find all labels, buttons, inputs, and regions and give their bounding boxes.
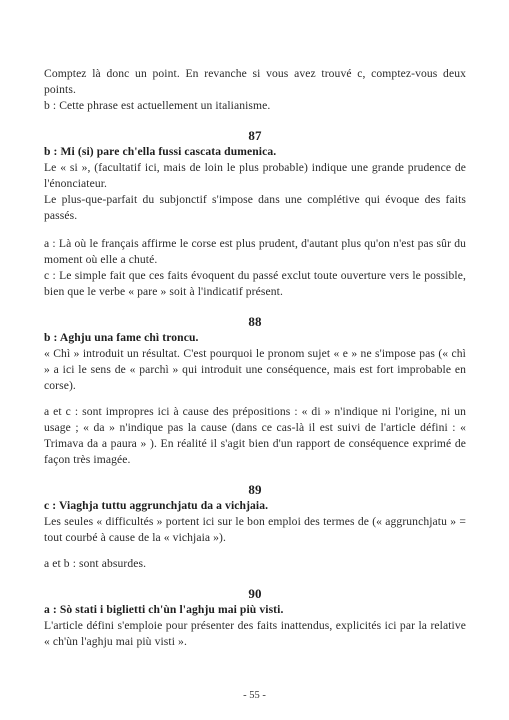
explanation-paragraph: L'article défini s'emploie pour présenter des faits inattendus, explicités ici par la relative « ch'ùn l'aghju mai più visti ».: [44, 619, 466, 648]
question-number: 90: [248, 586, 262, 601]
spacer: [44, 394, 466, 404]
intro-paragraph: b : Cette phrase est actuellement un italianisme.: [44, 99, 271, 112]
question-number: 89: [248, 482, 262, 497]
correct-answer: a : Sò stati i biglietti ch'ùn l'aghju mai più visti.: [44, 603, 284, 616]
intro-paragraph: Comptez là donc un point. En revanche si vous avez trouvé c, comptez-vous deux points.: [44, 67, 466, 96]
explanation-paragraph: a et c : sont impropres ici à cause des prépositions : « di » n'indique ni l'origine, ni un usage ; « da » n'indique pas la cause (dans ce cas-là il est suivi de l'article défini : « Trimava da a paura » ). En réalité il s'agit bien d'un rapport de conséquence exprimé de façon très imagée.: [44, 405, 466, 466]
explanation-paragraph: a : Là où le français affirme le corse est plus prudent, d'autant plus qu'on n'est pas sûr du moment où elle a chuté.: [44, 237, 466, 266]
correct-answer: b : Aghju una fame chì troncu.: [44, 331, 199, 344]
question-number: 88: [248, 314, 262, 329]
correct-answer: b : Mi (si) pare ch'ella fussi cascata dumenica.: [44, 145, 277, 158]
spacer: [44, 224, 466, 236]
question-number: 87: [248, 128, 262, 143]
explanation-paragraph: Le plus-que-parfait du subjonctif s'impose dans une complétive qui évoque des faits passés.: [44, 193, 466, 222]
explanation-paragraph: Le « si », (facultatif ici, mais de loin le plus probable) indique une grande prudence de l'énonciateur.: [44, 161, 466, 190]
page-number: - 55 -: [243, 690, 266, 701]
page-content: [44, 66, 466, 650]
explanation-paragraph: Les seules « difficultés » portent ici sur le bon emploi des termes de (« aggrunchjatu » = tout courbé à cause de la « vichjaia »).: [44, 515, 466, 544]
explanation-paragraph: c : Le simple fait que ces faits évoquent du passé exclut toute ouverture vers le possible, bien que le verbe « pare » soit à l'indicatif présent.: [44, 269, 466, 298]
spacer: [44, 546, 466, 556]
explanation-paragraph: a et b : sont absurdes.: [44, 557, 147, 570]
explanation-paragraph: « Chì » introduit un résultat. C'est pourquoi le pronom sujet « e » ne s'impose pas (« chì » a ici le sens de « parchì » qui introduit une conséquence, mais est fort improbable en corse).: [44, 347, 466, 392]
correct-answer: c : Viaghja tuttu aggrunchjatu da a vichjaia.: [44, 499, 269, 512]
